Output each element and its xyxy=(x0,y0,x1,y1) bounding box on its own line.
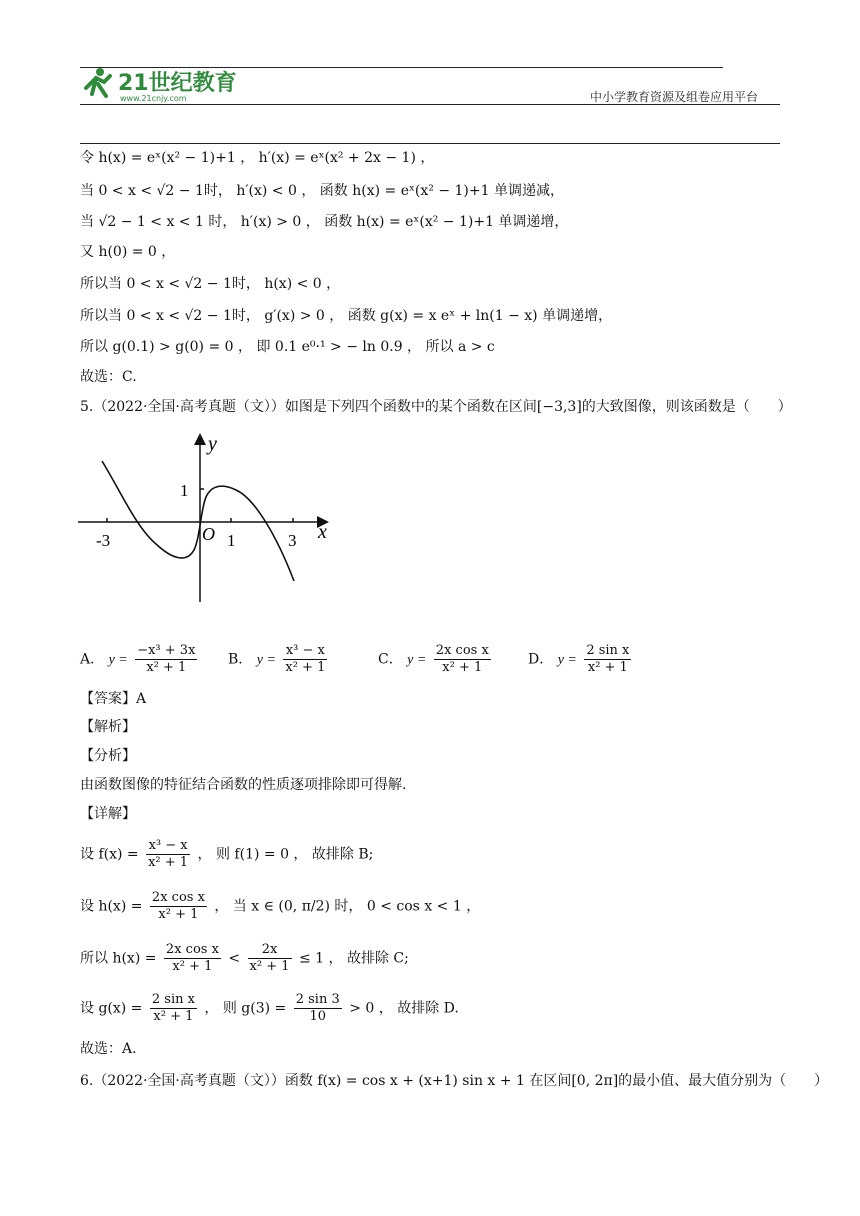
detail-2-fraction: $\frac{\text{2x cos x}}{\text{x² + 1}}$ xyxy=(151,890,205,922)
tick-label-neg3: -3 xyxy=(96,531,111,550)
function-curve xyxy=(102,461,294,581)
header-rule-bottom xyxy=(80,104,780,105)
content-rule xyxy=(80,143,780,144)
option-b-label: B． xyxy=(228,651,253,668)
option-c[interactable] xyxy=(378,643,494,676)
detail-line-1: 设 f(x) = $\frac{\text{x³ − x}}{\text{x² + 1}}$ ， 则 f(1) = 0 ， 故排除 B; xyxy=(80,838,374,870)
detail-line-4: 设 g(x) = $\frac{\text{2 sin x}}{\text{x² + 1}}$ ， 则 g(3) = $\frac{2 \sin 3}{10}$ > 0 ， 故排除 D. xyxy=(80,992,459,1024)
tick-label-1: 1 xyxy=(227,531,236,550)
detail-line-3: 所以 h(x) = $\frac{\text{2x cos x}}{\text{x² + 1}}$ < $\frac{2x}{\text{x² + 1}}$ ≤ 1 ， 故排除 C; xyxy=(80,942,409,974)
detail-4a-fraction: $\frac{\text{2 sin x}}{\text{x² + 1}}$ xyxy=(151,992,195,1024)
option-d-lhs: y = xyxy=(557,652,577,668)
detail-line-2: 设 h(x) = $\frac{\text{2x cos x}}{\text{x² + 1}}$ ， 当 x ∈ (0, π/2) 时， 0 < cos x < 1 ， xyxy=(80,890,481,922)
runner-icon xyxy=(86,68,110,96)
solution-line-3: 当 √2 − 1 < x < 1 时， h′(x) > 0 ， 函数 h(x) = eˣ(x² − 1)+1 单调递增， xyxy=(80,214,569,230)
logo-text: 21世纪教育 xyxy=(118,71,237,96)
jiexi-heading: 【解析】 xyxy=(80,719,136,735)
fenxi-text: 由函数图像的特征结合函数的性质逐项排除即可得解. xyxy=(80,777,407,793)
site-logo xyxy=(78,64,238,104)
option-c-lhs: y = xyxy=(407,652,427,668)
x-axis-label: x xyxy=(318,521,327,543)
option-b[interactable] xyxy=(228,643,330,676)
solution-line-4: 又 h(0) = 0 ， xyxy=(80,244,176,260)
question-5: 5.（2022·全国·高考真题（文））如图是下列四个函数中的某个函数在区间[−3,3]的大致图像，则该函数是（ ） xyxy=(80,399,792,415)
fenxi-heading: 【分析】 xyxy=(80,748,136,764)
y-axis-label: y xyxy=(208,433,217,455)
solution-line-2: 当 0 < x < √2 − 1时， h′(x) < 0 ， 函数 h(x) = eˣ(x² − 1)+1 单调递减， xyxy=(80,183,564,199)
question-6: 6.（2022·全国·高考真题（文））函数 f(x) = cos x + (x+1) sin x + 1 在区间[0, 2π]的最小值、最大值分别为（ ） xyxy=(80,1073,829,1089)
option-a-label: A． xyxy=(80,651,105,668)
option-a-fraction: $\frac{\text{−x³ + 3x}}{\text{x² + 1}}$ xyxy=(137,643,196,675)
xiangjie-heading: 【详解】 xyxy=(80,806,136,822)
option-b-fraction: $\frac{\text{x³ − x}}{\text{x² + 1}}$ xyxy=(285,643,326,675)
site-name: 中小学教育资源及组卷应用平台 xyxy=(590,90,759,104)
detail-line-5: 故选：A. xyxy=(80,1041,137,1057)
option-d-fraction: $\frac{\text{2 sin x}}{\text{x² + 1}}$ xyxy=(586,643,630,675)
option-a[interactable] xyxy=(80,643,200,676)
tick-label-3: 3 xyxy=(288,531,297,550)
option-d-label: D． xyxy=(528,651,554,668)
detail-4b-fraction: $\frac{2 \sin 3}{10}$ xyxy=(295,992,340,1024)
solution-line-5: 所以当 0 < x < √2 − 1时， h(x) < 0 ， xyxy=(80,276,341,292)
solution-line-7: 所以 g(0.1) > g(0) = 0 ， 即 0.1 e⁰·¹ > − ln 0.9 ， 所以 a > c xyxy=(80,339,495,355)
function-graph xyxy=(76,432,336,612)
solution-line-1: 令 h(x) = eˣ(x² − 1)+1 ， h′(x) = eˣ(x² + 2x − 1) ， xyxy=(80,150,435,166)
detail-1-fraction: $\frac{\text{x³ − x}}{\text{x² + 1}}$ xyxy=(148,838,189,870)
option-d[interactable] xyxy=(528,643,634,676)
origin-label: O xyxy=(202,524,215,544)
detail-3b-fraction: $\frac{2x}{\text{x² + 1}}$ xyxy=(249,942,290,974)
option-a-lhs: y = xyxy=(108,652,128,668)
solution-line-8: 故选：C. xyxy=(80,369,137,385)
tick-label-y1: 1 xyxy=(180,481,189,500)
option-c-fraction: $\frac{\text{2x cos x}}{\text{x² + 1}}$ xyxy=(435,643,489,675)
solution-line-6: 所以当 0 < x < √2 − 1时， g′(x) > 0 ， 函数 g(x) = x eˣ + ln(1 − x) 单调递增， xyxy=(80,308,613,324)
option-c-label: C． xyxy=(378,651,403,668)
option-b-lhs: y = xyxy=(256,652,276,668)
logo-url: www.21cnjy.com xyxy=(120,94,187,103)
detail-3a-fraction: $\frac{\text{2x cos x}}{\text{x² + 1}}$ xyxy=(165,942,219,974)
answer-line: 【答案】A xyxy=(80,691,147,707)
